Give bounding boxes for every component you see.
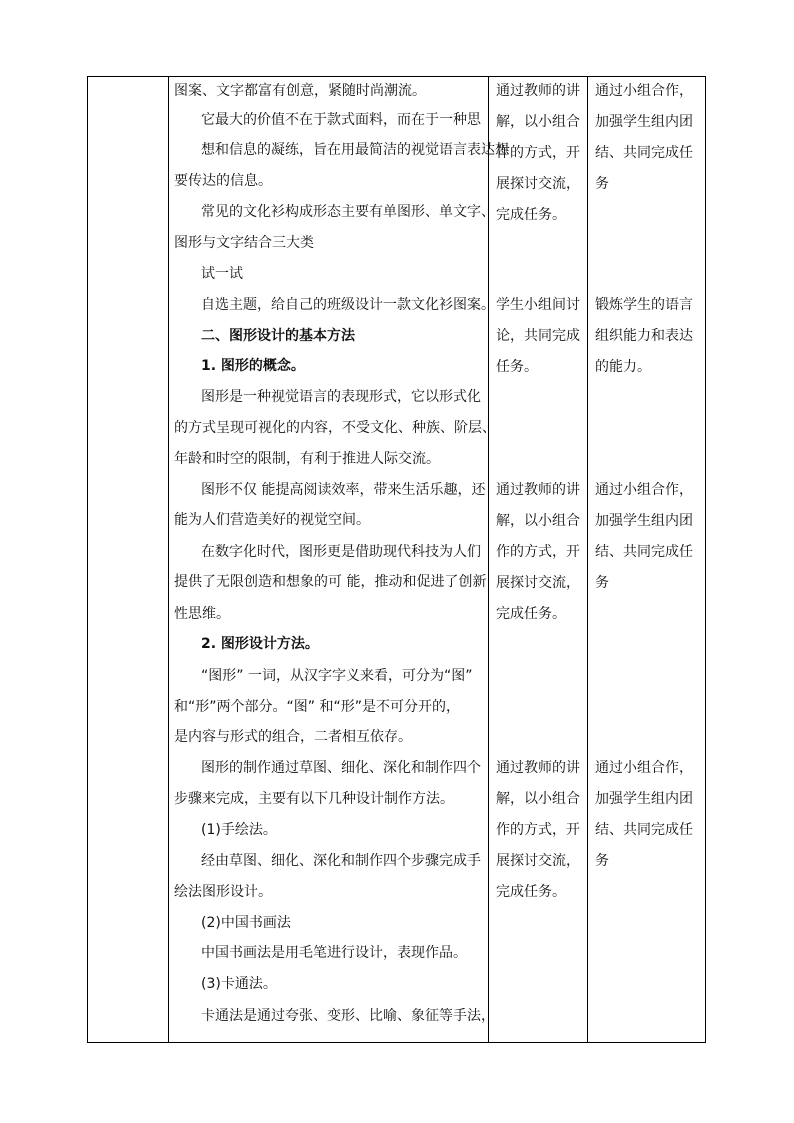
student-activity-line: 完成任务。	[496, 606, 566, 622]
design-intent-line: 锻炼学生的语言	[595, 297, 693, 313]
design-intent-line: 通过小组合作，	[595, 83, 693, 99]
content-line: 能为人们营造美好的视觉空间。	[174, 512, 370, 528]
design-intent-line: 通过小组合作，	[595, 760, 693, 776]
content-line: 年龄和时空的限制，有利于推进人际交流。	[174, 451, 440, 467]
content-line: 自选主题，给自己的班级设计一款文化衫图案。	[201, 297, 495, 313]
design-intent-line: 通过小组合作，	[595, 482, 693, 498]
design-intent-line: 结、共同完成任	[595, 145, 693, 161]
content-line: 步骤来完成，主要有以下几种设计制作方法。	[174, 791, 454, 807]
column-divider	[587, 77, 588, 1042]
content-line: 二、图形设计的基本方法	[201, 328, 355, 344]
content-line: 图形的制作通过草图、细化、深化和制作四个	[201, 760, 481, 776]
content-line: 要传达的信息。	[174, 173, 272, 189]
student-activity-line: 作的方式，开	[496, 822, 580, 838]
content-line: 1. 图形的概念。	[201, 358, 305, 374]
design-intent-line: 务	[595, 853, 609, 869]
design-intent-line: 组织能力和表达	[595, 328, 693, 344]
content-line: 的方式呈现可视化的内容，不受文化、种族、阶层、	[174, 420, 496, 436]
student-activity-line: 学生小组间讨	[496, 297, 580, 313]
student-activity-line: 完成任务。	[496, 207, 566, 223]
content-line: 中国书画法是用毛笔进行设计，表现作品。	[201, 945, 467, 961]
design-intent-line: 的能力。	[595, 359, 651, 375]
design-intent-line: 务	[595, 575, 609, 591]
content-line: (2)中国书画法	[201, 915, 291, 931]
student-activity-line: 展探讨交流，	[496, 853, 580, 869]
content-line: 它最大的价值不在于款式面料，而在于一种思	[201, 112, 481, 128]
content-line: 经由草图、细化、深化和制作四个步骤完成手	[201, 853, 481, 869]
content-line: (3)卡通法。	[201, 976, 277, 992]
lesson-plan-table	[87, 76, 706, 1043]
content-line: 图案、文字都富有创意，紧随时尚潮流。	[174, 83, 426, 99]
content-line: 卡通法是通过夸张、变形、比喻、象征等手法，	[201, 1008, 495, 1024]
content-line: 常见的文化衫构成形态主要有单图形、单文字、	[201, 204, 495, 220]
design-intent-line: 务	[595, 176, 609, 192]
student-activity-line: 通过教师的讲	[496, 760, 580, 776]
design-intent-line: 结、共同完成任	[595, 822, 693, 838]
student-activity-line: 通过教师的讲	[496, 83, 580, 99]
student-activity-line: 任务。	[496, 359, 538, 375]
student-activity-line: 作的方式，开	[496, 544, 580, 560]
design-intent-line: 加强学生组内团	[595, 114, 693, 130]
student-activity-line: 完成任务。	[496, 884, 566, 900]
content-line: 图形不仅 能提高阅读效率，带来生活乐趣，还	[201, 482, 486, 498]
student-activity-line: 展探讨交流，	[496, 575, 580, 591]
student-activity-line: 解，以小组合	[496, 513, 580, 529]
content-line: 2. 图形设计方法。	[201, 636, 319, 652]
content-line: 和“形”两个部分。“图” 和“形”是不可分开的，	[174, 699, 460, 715]
content-line: 试一试	[201, 266, 243, 282]
content-line: 图形是一种视觉语言的表现形式，它以形式化	[201, 389, 481, 405]
content-line: 在数字化时代，图形更是借助现代科技为人们	[201, 544, 481, 560]
student-activity-line: 解，以小组合	[496, 791, 580, 807]
design-intent-line: 结、共同完成任	[595, 544, 693, 560]
content-line: 性思维。	[174, 606, 230, 622]
student-activity-line: 论，共同完成	[496, 328, 580, 344]
content-line: 提供了无限创造和想象的可 能，推动和促进了创新	[174, 574, 487, 590]
student-activity-line: 通过教师的讲	[496, 482, 580, 498]
design-intent-line: 加强学生组内团	[595, 513, 693, 529]
content-line: 是内容与形式的组合，二者相互依存。	[174, 729, 412, 745]
student-activity-line: 解，以小组合	[496, 114, 580, 130]
content-line: (1)手绘法。	[201, 822, 277, 838]
student-activity-line: 展探讨交流，	[496, 176, 580, 192]
content-line: 图形与文字结合三大类	[174, 235, 314, 251]
column-divider	[168, 77, 169, 1042]
content-line: “图形” 一词，从汉字字义来看，可分为“图”	[201, 668, 473, 684]
student-activity-line: 作的方式，开	[496, 145, 580, 161]
content-line: 想和信息的凝练，旨在用最简洁的视觉语言表达想	[201, 142, 509, 158]
content-line: 绘法图形设计。	[174, 884, 272, 900]
design-intent-line: 加强学生组内团	[595, 791, 693, 807]
